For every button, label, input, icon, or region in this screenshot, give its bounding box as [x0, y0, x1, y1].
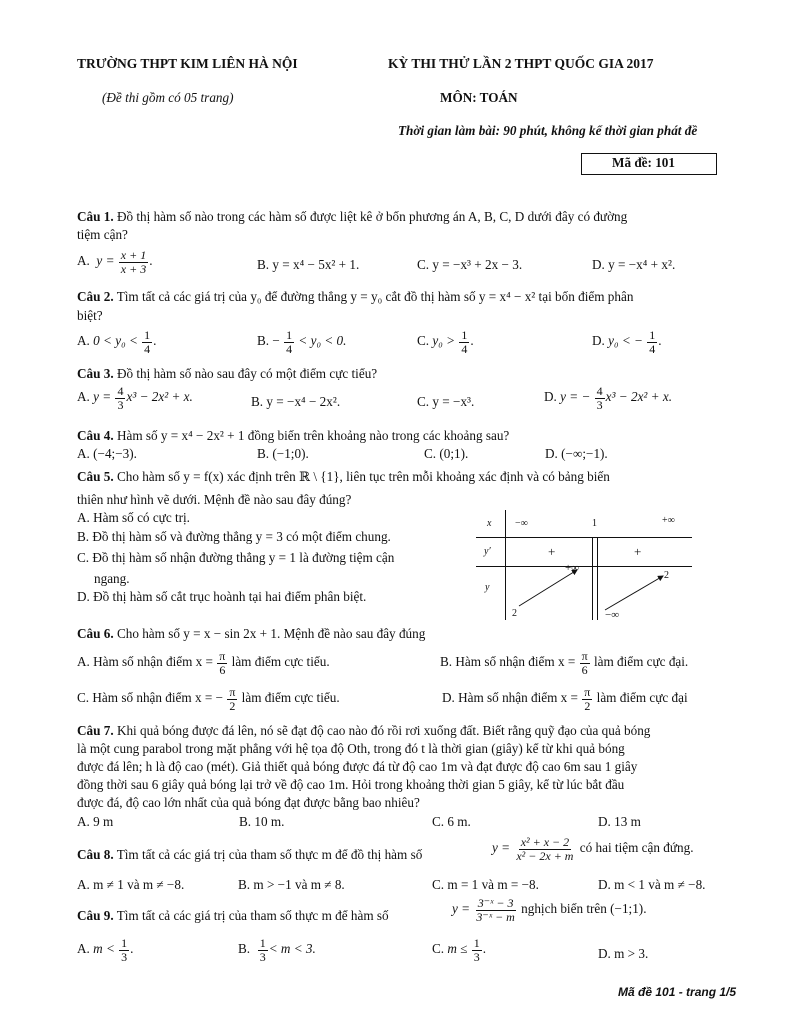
table-y-label: y: [485, 582, 490, 593]
q3-option-a[interactable]: A. y = $\frac{4}{3}$ x³ − 2x² + x.: [77, 384, 193, 412]
pages-note: (Đề thi gồm có 05 trang): [102, 90, 234, 105]
q2-option-a[interactable]: A. 0 < y₀ < $\frac{1}{4}$ .: [77, 328, 157, 356]
question-5: Câu 5. Cho hàm số y = f(x) xác định trên ℝ \ {1}, liên tục trên mỗi khoảng xác định và có bảng biến: [77, 469, 610, 484]
question-3: Câu 3. Đồ thị hàm số nào sau đây có một điểm cực tiểu?: [77, 366, 378, 381]
question-2-cont: biệt?: [77, 308, 103, 323]
q6-option-c[interactable]: C. Hàm số nhận điểm x = − $\frac{\pi}{2}$ làm điểm cực tiểu.: [77, 685, 340, 713]
q4-option-c[interactable]: C. (0;1).: [424, 446, 469, 461]
exam-title: KỲ THI THỬ LẦN 2 THPT QUỐC GIA 2017: [388, 56, 654, 71]
question-8: Câu 8. Tìm tất cả các giá trị của tham số thực m để đồ thị hàm số: [77, 847, 423, 862]
q2-option-b[interactable]: B. − $\frac{1}{4}$ < y₀ < 0.: [257, 328, 347, 356]
q4-option-a[interactable]: A. (−4;−3).: [77, 446, 137, 461]
q7-option-c[interactable]: C. 6 m.: [432, 814, 471, 829]
q3-option-d[interactable]: D. y = − $\frac{4}{3}$ x³ − 2x² + x.: [544, 384, 673, 412]
table-y-pos-inf: +∞: [565, 562, 580, 574]
table-y-neg-inf: −∞: [605, 609, 620, 621]
q9-option-a[interactable]: A. m < $\frac{1}{3}$ .: [77, 936, 134, 964]
q7-option-b[interactable]: B. 10 m.: [239, 814, 285, 829]
table-plus-right: +: [634, 544, 642, 559]
q9-option-d[interactable]: D. m > 3.: [598, 946, 649, 961]
q3-option-b[interactable]: B. y = −x⁴ − 2x².: [251, 394, 341, 409]
q5-option-b[interactable]: B. Đồ thị hàm số và đường thẳng y = 3 có một điểm chung.: [77, 529, 391, 544]
q5-option-c[interactable]: C. Đồ thị hàm số nhận đường thẳng y = 1 là đường tiệm cận: [77, 550, 395, 565]
question-7: Câu 7. Khi quả bóng được đá lên, nó sẽ đạt độ cao nào đó rồi rơi xuống đất. Biết rằng quỹ đạo của quả bóng: [77, 723, 651, 738]
q6-option-b[interactable]: B. Hàm số nhận điểm x = $\frac{\pi}{6}$ làm điểm cực đại.: [440, 649, 689, 677]
table-y-two-left: 2: [512, 608, 517, 619]
subject: MÔN: TOÁN: [440, 90, 518, 105]
q1-option-d[interactable]: D. y = −x⁴ + x².: [592, 257, 676, 272]
q4-option-d[interactable]: D. (−∞;−1).: [545, 446, 608, 461]
table-plus-left: +: [548, 544, 556, 559]
exam-code: Mã đề: 101: [612, 155, 675, 170]
q6-option-a[interactable]: A. Hàm số nhận điểm x = $\frac{\pi}{6}$ làm điểm cực tiểu.: [77, 649, 330, 677]
page-footer: Mã đề 101 - trang 1/5: [618, 985, 737, 999]
q8-option-b[interactable]: B. m > −1 và m ≠ 8.: [238, 877, 345, 892]
table-neg-inf: −∞: [515, 518, 528, 529]
question-2: Câu 2. Tìm tất cả các giá trị của y₀ để đường thẳng y = y₀ cắt đồ thị hàm số y = x⁴ − x² tại bốn điểm phân: [77, 289, 634, 304]
school-name: TRƯỜNG THPT KIM LIÊN HÀ NỘI: [77, 56, 298, 71]
q5-option-d[interactable]: D. Đồ thị hàm số cắt trục hoành tại hai điểm phân biệt.: [77, 589, 367, 604]
q1-option-b[interactable]: B. y = x⁴ − 5x² + 1.: [257, 257, 360, 272]
q8-option-a[interactable]: A. m ≠ 1 và m ≠ −8.: [77, 877, 185, 892]
question-7-line-3: được đá lên; h là độ cao (mét). Giả thiết quả bóng được đá từ độ cao 1m và đạt được độ cao 6m sau 1 giây: [77, 759, 638, 774]
q8-function: y = $\frac{\text{x² + x − 2}}{\text{x² − 2x + m}}$ có hai tiệm cận đứng.: [492, 835, 694, 863]
question-7-line-5: được đá, độ cao lớn nhất của quả bóng đạt được bằng bao nhiêu?: [77, 795, 420, 810]
table-x-label: x: [487, 518, 492, 529]
question-9: Câu 9. Tìm tất cả các giá trị của tham số thực m để hàm số: [77, 908, 389, 923]
table-yprime-label: y′: [484, 546, 491, 557]
question-6: Câu 6. Cho hàm số y = x − sin 2x + 1. Mệnh đề nào sau đây đúng: [77, 626, 426, 641]
question-1-cont: tiệm cận?: [77, 227, 128, 242]
q6-option-d[interactable]: D. Hàm số nhận điểm x = $\frac{\pi}{2}$ làm điểm cực đại: [442, 685, 688, 713]
question-4: Câu 4. Hàm số y = x⁴ − 2x² + 1 đồng biến trên khoảng nào trong các khoảng sau?: [77, 428, 510, 443]
time-note: Thời gian làm bài: 90 phút, không kể thời gian phát đề: [398, 123, 698, 138]
q5-option-a[interactable]: A. Hàm số có cực trị.: [77, 510, 190, 525]
q2-option-d[interactable]: D. y₀ < − $\frac{1}{4}$ .: [592, 328, 662, 356]
q8-option-c[interactable]: C. m = 1 và m = −8.: [432, 877, 539, 892]
table-pos-inf: +∞: [662, 515, 675, 526]
q7-option-a[interactable]: A. 9 m: [77, 814, 114, 829]
q1-option-a[interactable]: A. y = $\frac{x + 1}{x + 3}$ .: [77, 248, 153, 276]
question-7-line-4: đồng thời sau 6 giây quả bóng lại trở về độ cao 1m. Hỏi trong khoảng thời gian 5 giây, kể từ lúc bắt đầu: [77, 777, 625, 792]
question-1: Câu 1. Đồ thị hàm số nào trong các hàm số được liệt kê ở bốn phương án A, B, C, D dưới đây có đường: [77, 209, 628, 224]
q2-option-c[interactable]: C. y₀ > $\frac{1}{4}$ .: [417, 328, 474, 356]
table-arrows: [505, 560, 685, 620]
q5-option-c-cont: ngang.: [94, 571, 130, 586]
q8-option-d[interactable]: D. m < 1 và m ≠ −8.: [598, 877, 706, 892]
table-one: 1: [592, 518, 597, 529]
q9-option-c[interactable]: C. m ≤ $\frac{1}{3}$ .: [432, 936, 487, 964]
q7-option-d[interactable]: D. 13 m: [598, 814, 641, 829]
q3-option-c[interactable]: C. y = −x³.: [417, 394, 475, 409]
q9-function: y = $\frac{\text{3⁻ˣ − 3}}{\text{3⁻ˣ − m}}$ nghịch biến trên (−1;1).: [452, 896, 647, 924]
q4-option-b[interactable]: B. (−1;0).: [257, 446, 309, 461]
question-5-cont: thiên như hình vẽ dưới. Mệnh đề nào sau đây đúng?: [77, 492, 352, 507]
table-y-two-right: 2: [664, 570, 669, 581]
question-7-line-2: là một cung parabol trong mặt phẳng với hệ tọa độ Oth, trong đó t là thời gian (giây) kể từ khi quả bóng: [77, 741, 625, 756]
q1-option-c[interactable]: C. y = −x³ + 2x − 3.: [417, 257, 523, 272]
q9-option-b[interactable]: B. $\frac{1}{3}$ < m < 3.: [238, 936, 316, 964]
